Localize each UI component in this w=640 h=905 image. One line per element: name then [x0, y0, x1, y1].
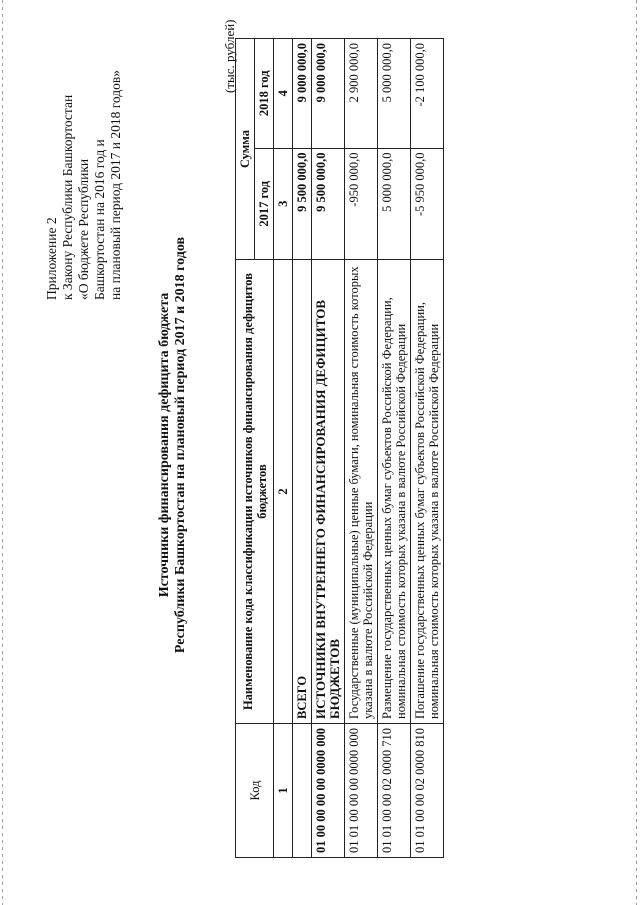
appendix-line: Башкортостан на 2016 год и: [92, 139, 107, 300]
row-value-2017: 5 000 000,0: [378, 148, 411, 260]
row-value-2017: -950 000,0: [345, 148, 378, 260]
row-name: ВСЕГО: [293, 260, 312, 724]
header-code: Код: [236, 724, 274, 858]
row-value-2018: 9 000 000,0: [312, 39, 345, 149]
row-name: ИСТОЧНИКИ ВНУТРЕННЕГО ФИНАНСИРОВАНИЯ ДЕФИЦИТОВ БЮДЖЕТОВ: [312, 260, 345, 724]
table-row: [312, 39, 345, 858]
row-value-2018: 5 000 000,0: [378, 39, 411, 149]
appendix-line: на плановый период 2017 и 2018 годов»: [108, 69, 123, 300]
row-code: 01 01 00 00 00 0000 000: [345, 724, 378, 858]
header-row: [236, 39, 255, 858]
row-name: Государственные (муниципальные) ценные бумаги, номинальная стоимость которых указана в валюте Российской Федерации: [345, 260, 378, 724]
row-value-2017: 9 500 000,0: [293, 148, 312, 260]
title-line-2: Республики Башкортостан на плановый период 2017 и 2018 годов: [173, 236, 188, 654]
table-row: [345, 39, 378, 858]
row-name: Погашение государственных ценных бумаг субъектов Российской Федерации, номинальная стоимость которых указана в валюте Российской Федерации: [411, 260, 444, 724]
row-value-2017: -5 950 000,0: [411, 148, 444, 260]
title-line-1: Источники финансирования дефицита бюджета: [157, 292, 172, 598]
column-number: 3: [274, 148, 293, 260]
document-title: [157, 195, 189, 695]
header-year-2017: 2017 год: [255, 148, 274, 260]
row-value-2018: -2 100 000,0: [411, 39, 444, 149]
header-sum: Сумма: [236, 39, 255, 260]
row-value-2018: 2 900 000,0: [345, 39, 378, 149]
row-value-2018: 9 000 000,0: [293, 39, 312, 149]
row-value-2017: 9 500 000,0: [312, 148, 345, 260]
header-year-2018: 2018 год: [255, 39, 274, 149]
table-row-total: [293, 39, 312, 858]
appendix-line: к Закону Республики Башкортостан: [60, 94, 75, 300]
table-row: [411, 39, 444, 858]
row-code: 01 01 00 00 02 0000 710: [378, 724, 411, 858]
row-code: 01 00 00 00 00 0000 000: [312, 724, 345, 858]
column-number: 4: [274, 39, 293, 149]
appendix-line: «О бюджете Республики: [76, 158, 91, 300]
row-code: 01 01 00 00 02 0000 810: [411, 724, 444, 858]
appendix-note: [44, 70, 124, 300]
column-number: 1: [274, 724, 293, 858]
units-label: (тыс. рублей): [222, 19, 237, 93]
row-code: [293, 724, 312, 858]
column-number: 2: [274, 260, 293, 724]
appendix-line: Приложение 2: [44, 217, 59, 300]
column-number-row: [274, 39, 293, 858]
budget-deficit-table: [235, 38, 444, 858]
table-row: [378, 39, 411, 858]
row-name: Размещение государственных ценных бумаг субъектов Российской Федерации, номинальная стоимость которых указана в валюте Российской Федерации: [378, 260, 411, 724]
header-name: Наименование кода классификации источников финансирования дефицитов бюджетов: [236, 260, 274, 724]
